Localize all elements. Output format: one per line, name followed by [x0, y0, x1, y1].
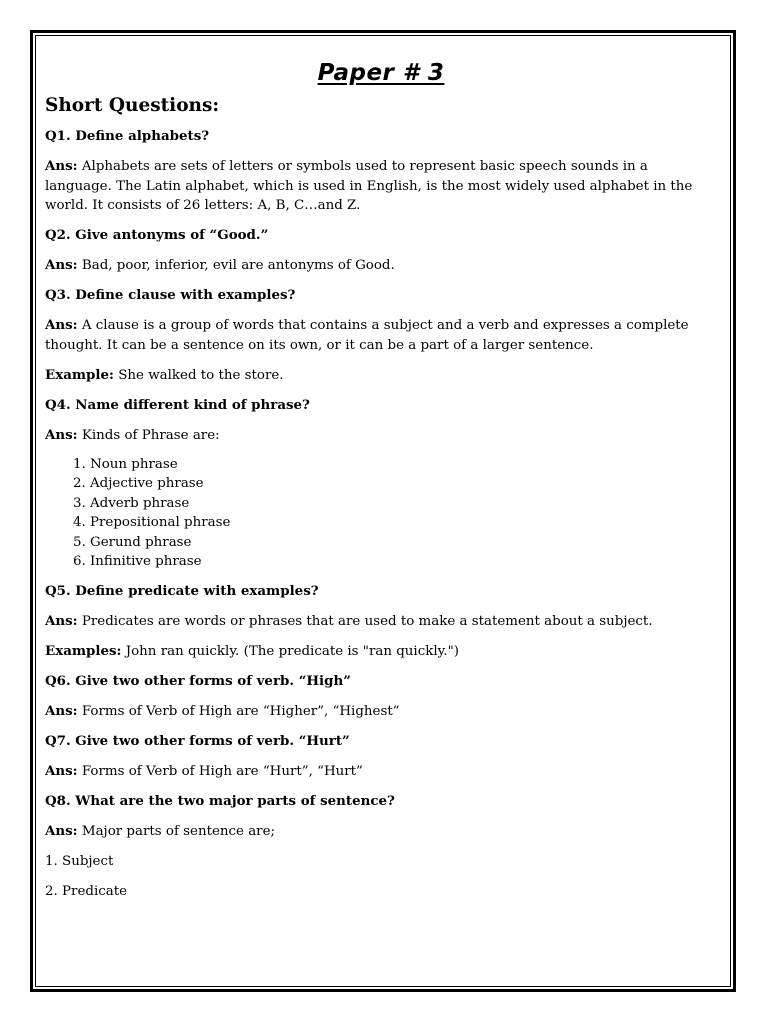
sentence-part-1: 1. Subject [45, 853, 114, 869]
example-3: Example: She walked to the store. [45, 366, 284, 383]
list-item: 6. Infinitive phrase [90, 552, 717, 572]
list-item: 4. Prepositional phrase [90, 513, 717, 533]
question-6: Q6. Give two other forms of verb. “High” [45, 672, 351, 689]
answer-2: Ans: Bad, poor, inferior, evil are antonyms of Good. [45, 257, 395, 273]
document-content [45, 58, 717, 912]
answer-7: Ans: Forms of Verb of High are “Hurt”, “Hurt” [45, 762, 363, 779]
section-heading: Short Questions: [45, 95, 220, 116]
answer-8: Ans: Major parts of sentence are; [45, 822, 276, 839]
question-1: Q1. Define alphabets? [45, 128, 210, 144]
list-item: 5. Gerund phrase [90, 533, 717, 553]
list-item: 1. Noun phrase [90, 455, 717, 475]
question-3: Q3. Define clause with examples? [45, 287, 296, 303]
example-5: Examples: John ran quickly. (The predicate is "ran quickly.") [45, 642, 460, 659]
question-5: Q5. Define predicate with examples? [45, 582, 319, 599]
sentence-part-2: 2. Predicate [45, 883, 128, 899]
question-2: Q2. Give antonyms of “Good.” [45, 227, 269, 243]
answer-6: Ans: Forms of Verb of High are “Higher”, “Highest” [45, 702, 400, 719]
question-4: Q4. Name different kind of phrase? [45, 396, 310, 413]
list-item: 2. Adjective phrase [90, 474, 717, 494]
answer-1: Ans: Alphabets are sets of letters or symbols used to represent basic speech sounds in a language. The Latin alphabet, which is used in English, is the most widely used alphabet in the world. It consists of 26 letters: A, B, C…and Z. [45, 158, 693, 213]
answer-4: Ans: Kinds of Phrase are: [45, 426, 220, 443]
answer-5: Ans: Predicates are words or phrases that are used to make a statement about a subject. [45, 612, 653, 629]
question-7: Q7. Give two other forms of verb. “Hurt” [45, 732, 350, 749]
list-item: 3. Adverb phrase [90, 494, 717, 514]
phrase-kinds-list [45, 455, 717, 572]
paper-title: Paper # 3 [317, 60, 445, 86]
answer-3: Ans: A clause is a group of words that contains a subject and a verb and expresses a complete thought. It can be a sentence on its own, or it can be a part of a larger sentence. [45, 317, 689, 353]
question-8: Q8. What are the two major parts of sentence? [45, 792, 395, 809]
